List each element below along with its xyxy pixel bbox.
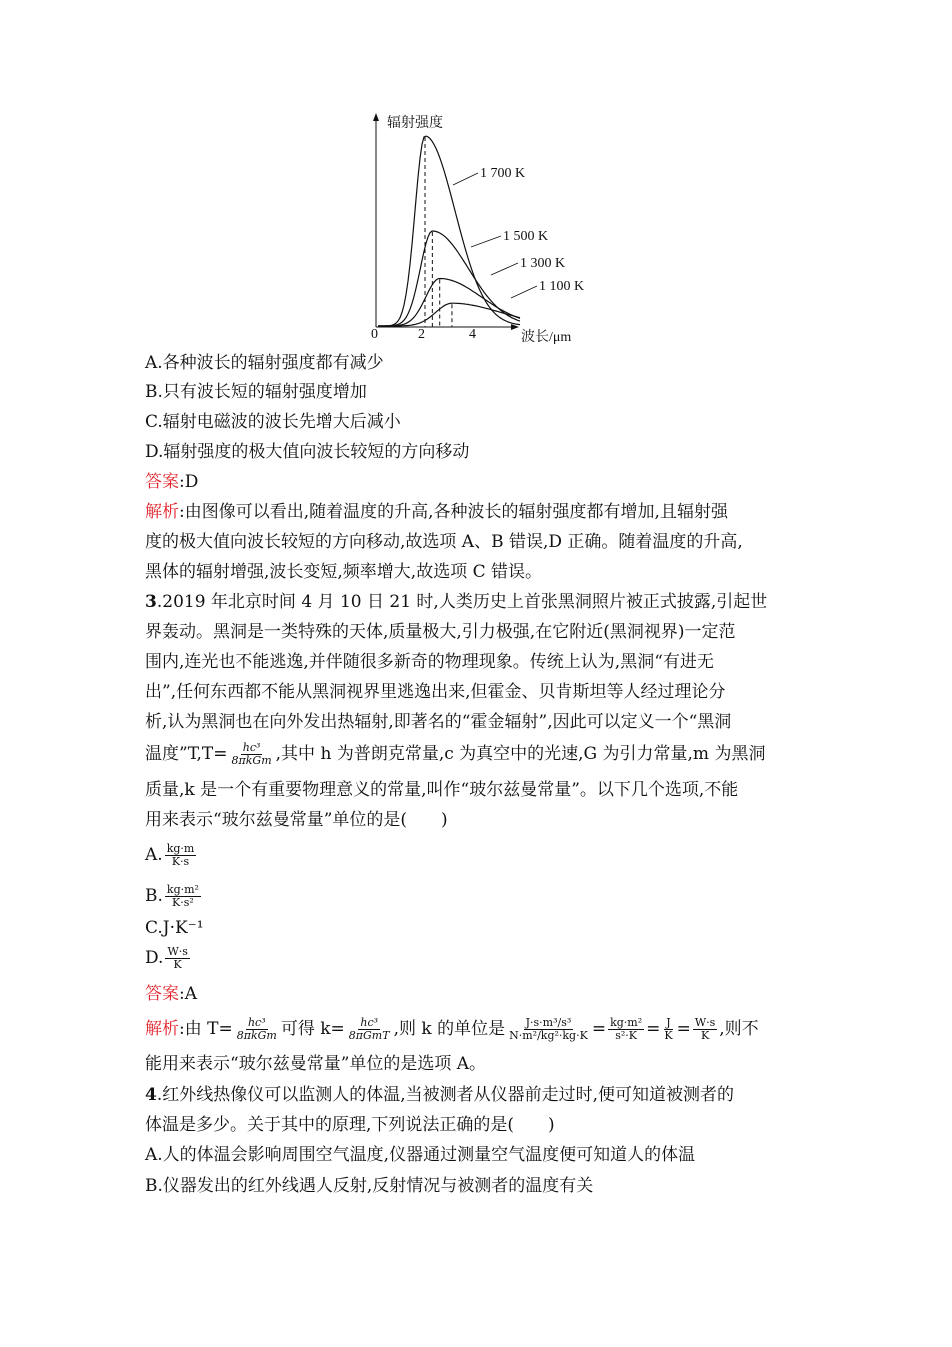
exp-text: 可得 k= (280, 1019, 345, 1039)
q2-option-a: A.各种波长的辐射强度都有减少 (145, 353, 384, 373)
fraction-num: W·s (694, 1016, 716, 1029)
q3-line-4: 出”,任何东西都不能从黑洞视界里逃逸出来,但霍金、贝肯斯坦等人经过理论分 (145, 682, 726, 702)
series-leader-line (453, 173, 478, 185)
explanation-label: 解析 (145, 502, 179, 522)
series-label: 1 700 K (480, 166, 526, 181)
fraction-num: J (666, 1016, 671, 1029)
q3-line-7: 质量,k 是一个有重要物理意义的常量,叫作“玻尔兹曼常量”。以下几个选项,不能 (145, 780, 739, 800)
series-label: 1 300 K (520, 256, 566, 271)
exp-fraction-2 (347, 1017, 392, 1042)
x-tick-2: 2 (418, 327, 425, 342)
option-a-fraction (165, 843, 197, 868)
fraction-num: kg·m (166, 842, 195, 855)
q3-formula-suffix: ,其中 h 为普朗克常量,c 为真空中的光速,G 为引力常量,m 为黑洞 (275, 744, 766, 764)
fraction-num: hc³ (360, 1016, 379, 1029)
q3-option-b (145, 884, 203, 909)
fraction-den: 8πGmT (348, 1029, 390, 1042)
option-d-fraction (165, 946, 189, 971)
q2-option-b: B.只有波长短的辐射强度增加 (145, 382, 367, 402)
answer-value: :D (179, 472, 199, 492)
x-tick-0: 0 (371, 327, 378, 342)
explanation-text: :由图像可以看出,随着温度的升高,各种波长的辐射强度都有增加,且辐射强 (179, 502, 728, 522)
temperature-formula (230, 742, 274, 767)
fraction-den: 8πkGm (236, 1029, 277, 1042)
q3-line-8: 用来表示“玻尔兹曼常量”单位的是( ) (145, 810, 448, 830)
fraction-num: kg·m² (610, 1016, 643, 1029)
explanation-label: 解析 (145, 1019, 179, 1039)
fraction-num: J·s·m³/s³ (525, 1016, 572, 1029)
series-leader-line (511, 286, 537, 298)
equals-sign: = (676, 1019, 691, 1039)
q3-number: 3 (145, 592, 157, 612)
formula-denominator: 8πkGm (231, 754, 272, 767)
answer-label: 答案 (145, 472, 179, 492)
exp-text: :由 T= (179, 1019, 233, 1039)
q4-number: 4 (145, 1085, 157, 1105)
formula-numerator: hc³ (242, 741, 261, 754)
fraction-den: K·s (171, 855, 190, 868)
radiation-chart (355, 105, 595, 350)
q3-line-2: 界轰动。黑洞是一类特殊的天体,质量极大,引力极强,在它附近(黑洞视界)一定范 (145, 622, 736, 642)
q4-line-2: 体温是多少。关于其中的原理,下列说法正确的是( ) (145, 1115, 555, 1135)
q2-explanation-1 (145, 501, 728, 523)
q3-option-c: C.J·K⁻¹ (145, 918, 204, 938)
q3-line-6 (145, 742, 765, 767)
q2-explanation-3: 黑体的辐射增强,波长变短,频率增大,故选项 C 错误。 (145, 562, 543, 582)
fraction-den: K·s² (172, 896, 194, 909)
q2-option-c: C.辐射电磁波的波长先增大后减小 (145, 412, 401, 432)
q3-text: .2019 年北京时间 4 月 10 日 21 时,人类历史上首张黑洞照片被正式披露,引起世 (156, 592, 768, 612)
exp-fraction-5 (662, 1017, 674, 1042)
option-b-fraction (165, 884, 201, 909)
q3-line-1 (145, 591, 767, 613)
option-label: D. (145, 948, 164, 968)
curve-1100K (378, 303, 520, 326)
fraction-den: N·m²/kg²·kg·K (509, 1029, 588, 1042)
series-leader-line (471, 236, 501, 247)
exp-text: ,则 k 的单位是 (393, 1019, 506, 1039)
q3-answer (145, 983, 197, 1005)
series-label: 1 100 K (539, 279, 585, 294)
y-axis-arrow (373, 113, 379, 121)
exp-text: ,则不 (719, 1019, 759, 1039)
option-label: A. (145, 845, 163, 865)
q3-option-a (145, 843, 198, 868)
q4-text: .红外线热像仪可以监测人的体温,当被测者从仪器前走过时,便可知道被测者的 (156, 1085, 735, 1105)
q2-answer (145, 471, 198, 493)
exp-fraction-4 (608, 1017, 644, 1042)
answer-value: :A (179, 984, 198, 1004)
q4-line-1 (145, 1084, 734, 1106)
series-leader-line (491, 263, 518, 275)
fraction-num: kg·m² (166, 883, 199, 896)
x-tick-4: 4 (469, 327, 476, 342)
fraction-den: K (173, 958, 182, 971)
q3-explanation-1 (145, 1017, 759, 1042)
exp-fraction-6 (693, 1017, 717, 1042)
q3-line-3: 围内,连光也不能逃逸,并伴随很多新奇的物理现象。传统上认为,黑洞“有进无 (145, 652, 714, 672)
exp-fraction-3 (507, 1017, 590, 1042)
fraction-den: s²·K (615, 1029, 637, 1042)
q3-option-d (145, 946, 192, 971)
q2-explanation-2: 度的极大值向波长较短的方向移动,故选项 A、B 错误,D 正确。随着温度的升高, (145, 532, 743, 552)
q3-explanation-2: 能用来表示“玻尔兹曼常量”单位的是选项 A。 (145, 1054, 487, 1074)
y-axis-label: 辐射强度 (387, 116, 443, 131)
fraction-num: W·s (167, 945, 188, 958)
equals-sign: = (646, 1019, 661, 1039)
x-axis-label: 波长/μm (521, 330, 572, 345)
q4-option-b: B.仪器发出的红外线遇人反射,反射情况与被测者的温度有关 (145, 1176, 594, 1196)
fraction-den: K (664, 1029, 673, 1042)
q3-formula-prefix: 温度”T,T= (145, 744, 228, 764)
equals-sign: = (591, 1019, 607, 1039)
fraction-den: K (700, 1029, 710, 1042)
fraction-num: hc³ (247, 1016, 266, 1029)
exp-fraction-1 (235, 1017, 279, 1042)
series-label: 1 500 K (503, 229, 549, 244)
answer-label: 答案 (145, 984, 179, 1004)
q2-option-d: D.辐射强度的极大值向波长较短的方向移动 (145, 442, 470, 462)
q4-option-a: A.人的体温会影响周围空气温度,仪器通过测量空气温度便可知道人的体温 (145, 1145, 696, 1165)
option-label: B. (145, 886, 163, 906)
curve-1700K (378, 136, 520, 326)
q3-line-5: 析,认为黑洞也在向外发出热辐射,即著名的“霍金辐射”,因此可以定义一个“黑洞 (145, 712, 732, 732)
